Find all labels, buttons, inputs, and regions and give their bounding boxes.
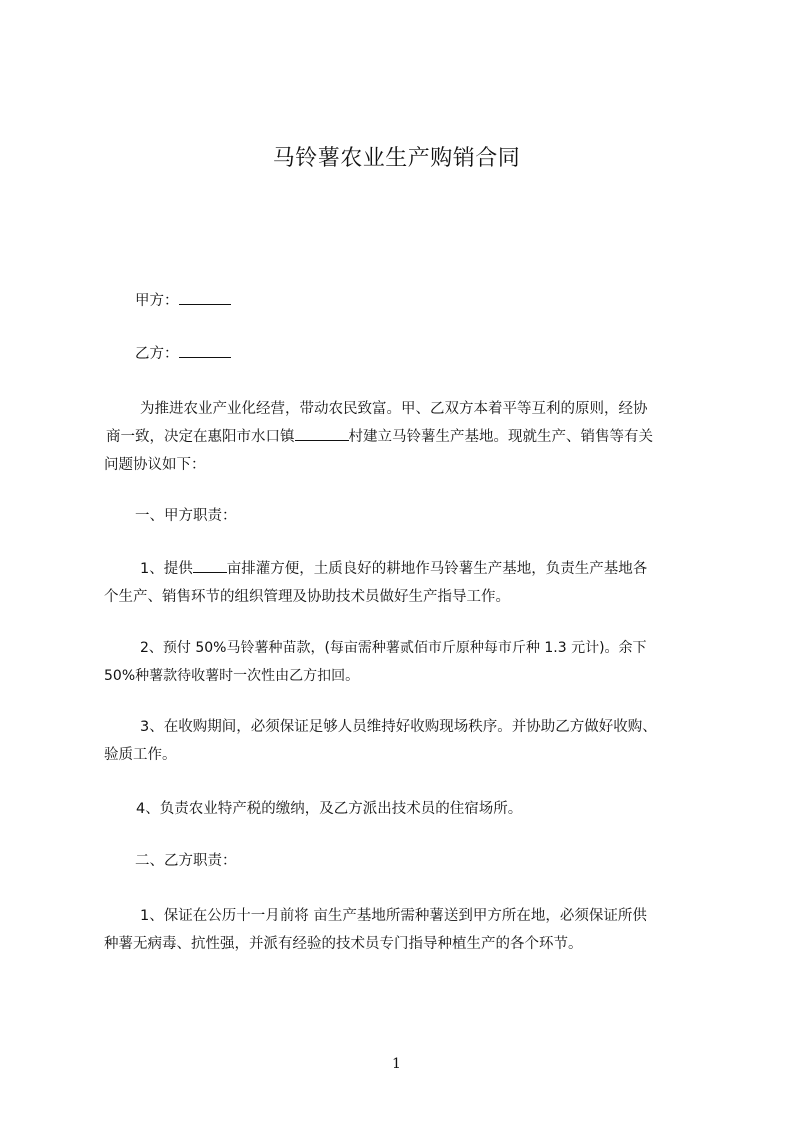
- intro-line-2-b: 村建立马铃薯生产基地。现就生产、销售等有关: [348, 429, 653, 445]
- section-a-item1-line1: [140, 555, 740, 583]
- page-number: 1: [392, 1056, 401, 1072]
- party-a-label: 甲方：: [135, 293, 179, 309]
- section-a-item2-line1: 2、预付 50%马铃薯种苗款，(每亩需种薯贰佰市斤原种每市斤种 1.3 元计)。余下: [140, 640, 647, 656]
- intro-line-1: 为推进农业产业化经营，带动农民致富。甲、乙双方本着平等互利的原则，经协: [140, 401, 648, 417]
- acreage-blank: [193, 558, 227, 573]
- section-a-item1-line2: 个生产、销售环节的组织管理及协助技术员做好生产指导工作。: [104, 589, 510, 605]
- section-a-item2-line2: 50%种薯款待收薯时一次性由乙方扣回。: [104, 668, 360, 684]
- party-b-blank: [179, 343, 231, 358]
- section-a-item4-line1: 4、负责农业特产税的缴纳，及乙方派出技术员的住宿场所。: [136, 801, 523, 817]
- intro-line-3: 问题协议如下：: [104, 457, 206, 473]
- party-b-line: [135, 340, 735, 368]
- party-b-label: 乙方：: [135, 346, 179, 362]
- section-b-heading: 二、乙方职责：: [135, 853, 237, 869]
- section-b-item1-line2: 种薯无病毒、抗性强，并派有经验的技术员专门指导种植生产的各个环节。: [104, 936, 583, 952]
- party-a-blank: [179, 290, 231, 305]
- document-title: 马铃薯农业生产购销合同: [272, 146, 521, 171]
- section-a-heading: 一、甲方职责：: [135, 508, 237, 524]
- village-blank: [295, 426, 349, 441]
- intro-line-2-a: 商一致，决定在惠阳市水口镇: [106, 429, 295, 445]
- intro-line-2: [106, 423, 706, 451]
- section-a-item3-line2: 验质工作。: [104, 747, 177, 763]
- section-a-item1-line1-a: 1、提供: [140, 561, 193, 577]
- section-b-item1-line1: 1、保证在公历十一月前将 亩生产基地所需种薯送到甲方所在地，必须保证所供: [140, 908, 647, 924]
- section-a-item1-line1-b: 亩排灌方便，土质良好的耕地作马铃薯生产基地，负责生产基地各: [226, 561, 648, 577]
- section-a-item3-line1: 3、在收购期间，必须保证足够人员维持好收购现场秩序。并协助乙方做好收购、: [140, 719, 657, 735]
- party-a-line: [135, 287, 735, 315]
